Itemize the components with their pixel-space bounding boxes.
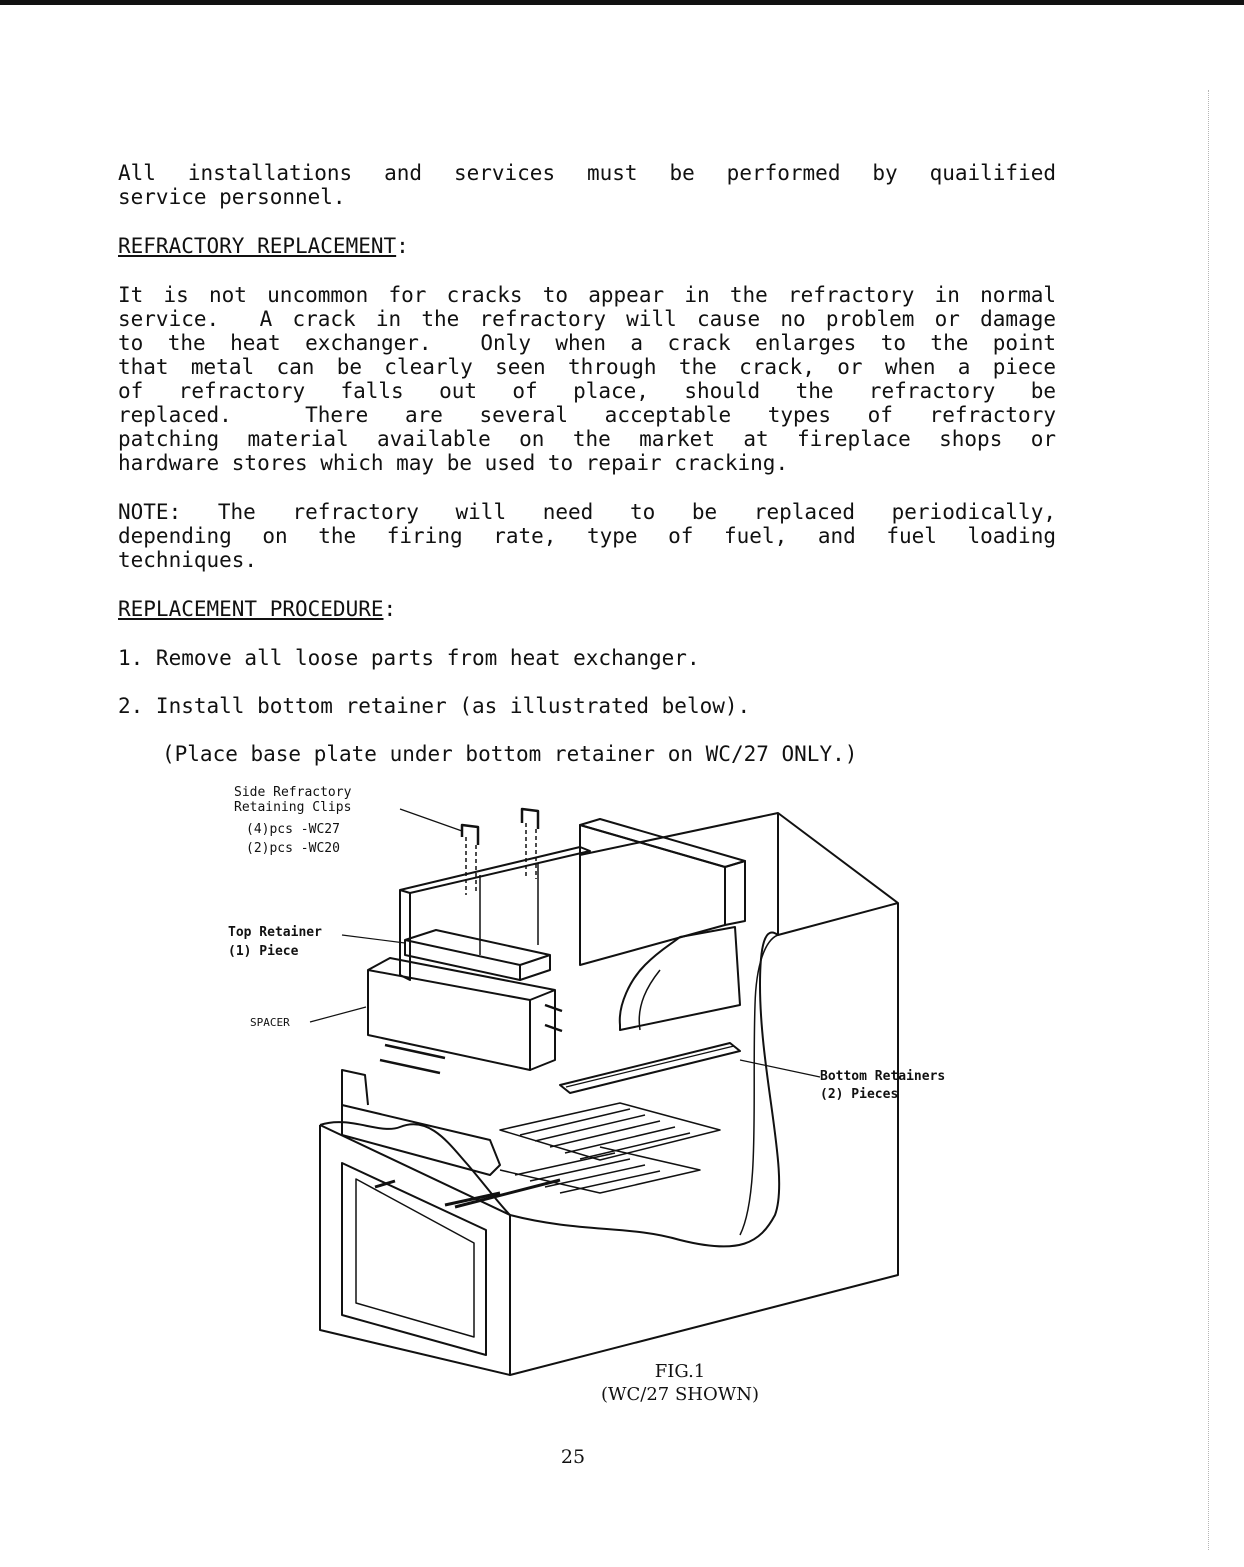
top-retainer-end xyxy=(520,955,550,980)
side-panel-top xyxy=(400,847,590,893)
broken-brick-edge xyxy=(639,970,660,1030)
paragraph-line-2: service. A crack in the refractory will cause no problem or damage xyxy=(118,307,1056,331)
spacer-bars xyxy=(380,1005,562,1073)
cabinet-outline xyxy=(320,813,898,1375)
refractory-heading-colon: : xyxy=(396,234,409,258)
leader-spacer xyxy=(310,1007,366,1022)
label-spacer: SPACER xyxy=(250,1016,290,1029)
paragraph-line-3: to the heat exchanger. Only when a crack enlarges to the point xyxy=(118,331,1056,355)
top-border-line xyxy=(0,0,1244,5)
page-number: 25 xyxy=(560,1446,586,1468)
cutaway-wave-right-2 xyxy=(740,935,778,1235)
cabinet-right-top-edge xyxy=(778,813,898,935)
intro-line-2: service personnel. xyxy=(118,185,346,209)
label-bottom-retainers: Bottom Retainers xyxy=(820,1069,946,1084)
procedure-heading-text: REPLACEMENT PROCEDURE xyxy=(118,597,384,621)
section-heading-refractory xyxy=(118,234,1056,258)
front-opening-outer xyxy=(342,1163,486,1355)
label-top-retainer-qty: (1) Piece xyxy=(228,944,299,959)
paragraph-line-7: patching material available on the market at fireplace shops or xyxy=(118,427,1056,451)
grate-rod xyxy=(455,1180,560,1207)
paragraph-line-5: of refractory falls out of place, should the refractory be xyxy=(118,379,1056,403)
note-line-3: techniques. xyxy=(118,548,258,572)
leader-top-retainer xyxy=(342,935,405,943)
figure-caption: FIG.1 xyxy=(654,1361,706,1382)
refractory-block-end xyxy=(530,990,555,1070)
clip-stem-1 xyxy=(466,837,476,895)
section-heading-procedure xyxy=(118,597,1056,621)
figure-subcaption: (WC/27 SHOWN) xyxy=(600,1384,760,1405)
procedure-heading-colon: : xyxy=(383,597,397,621)
paragraph-line-6: replaced. There are several acceptable types of refractory xyxy=(118,403,1056,427)
front-lip-top xyxy=(342,1105,500,1175)
note-line-2: depending on the firing rate, type of fuel, and fuel loading xyxy=(118,524,1056,548)
step-2: 2. Install bottom retainer (as illustrated below). xyxy=(118,694,751,718)
label-clips-qty1: (4)pcs -WC27 xyxy=(246,822,340,837)
front-lip xyxy=(342,1070,368,1105)
label-clips-qty2: (2)pcs -WC20 xyxy=(246,841,340,856)
figure-1 xyxy=(200,775,1000,1395)
retaining-clip-1 xyxy=(462,825,478,845)
retaining-clip-2 xyxy=(522,809,538,829)
leader-bottom-retainer xyxy=(740,1060,820,1077)
label-top-retainer: Top Retainer xyxy=(228,925,322,940)
clip-stem-2 xyxy=(526,823,536,879)
grate xyxy=(500,1103,720,1193)
heater-diagram xyxy=(200,775,1000,1395)
label-clips-line1: Side Refractory xyxy=(234,785,352,800)
intro-line-1: All installations and services must be performed by quailified xyxy=(118,161,1056,185)
broken-brick xyxy=(620,927,740,1030)
refractory-block-top xyxy=(368,958,555,1000)
paragraph-line-4: that metal can be clearly seen through the crack, or when a piece xyxy=(118,355,1056,379)
label-clips-line2: Retaining Clips xyxy=(234,800,352,815)
right-edge-scan-line xyxy=(1208,90,1209,1550)
bottom-retainer-ridge xyxy=(566,1046,734,1087)
top-retainer-front xyxy=(405,940,520,980)
paragraph-line-8: hardware stores which may be used to repair cracking. xyxy=(118,451,789,475)
step-2-note: (Place base plate under bottom retainer on WC/27 ONLY.) xyxy=(162,742,858,766)
leader-clips xyxy=(400,809,462,831)
note-line-1: NOTE: The refractory will need to be replaced periodically, xyxy=(118,500,1056,524)
label-bottom-retainers-qty: (2) Pieces xyxy=(820,1087,899,1102)
step-1: 1. Remove all loose parts from heat exchanger. xyxy=(118,646,700,670)
back-panel-side xyxy=(725,861,745,925)
side-panel-left xyxy=(400,890,410,980)
bottom-retainer xyxy=(560,1043,740,1093)
paragraph-line-1: It is not uncommon for cracks to appear in the refractory in normal xyxy=(118,283,1056,307)
refractory-heading-text: REFRACTORY REPLACEMENT xyxy=(118,234,397,258)
